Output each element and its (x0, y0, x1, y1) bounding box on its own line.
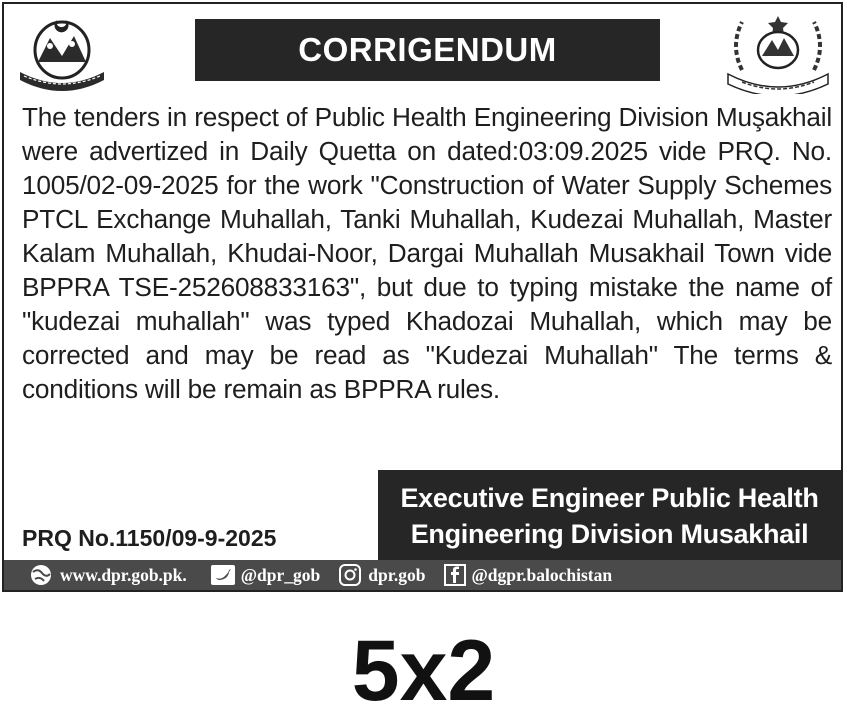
signature-line-1: Executive Engineer Public Health (400, 483, 819, 513)
corrigendum-text: The tenders in respect of Public Health Engineering Division Muşakhail were advertized in Daily Quetta on dated:03:09.2025 vide PRQ. No. 1005/02-09-2025 for the work "Construction of Water Supply Schemes PTCL Exchange Muhallah, Tanki Muhallah, Kudezai Muhallah, Master Kalam Muhallah, Khudai-Noor, Dargai Muhallah Musakhail Town vide BPPRA TSE-252608833163", but due to typing mistake the name of "kudezai muhallah" was typed Khadozai Muhallah, which may be corrected and may be read as "Kudezai Muhallah" The terms & conditions will be remain as BPPRA rules. (22, 102, 832, 404)
dgpr-emblem-icon (720, 10, 836, 94)
footer-twitter[interactable] (211, 565, 321, 586)
page-title: CORRIGENDUM (298, 31, 557, 68)
balochistan-emblem-icon (14, 10, 110, 94)
signature-box (378, 470, 841, 562)
twitter-icon (211, 565, 235, 585)
signature-line-2: Engineering Division Musakhail (410, 519, 809, 549)
ad-size-label: 5x2 (351, 623, 496, 719)
instagram-handle: dpr.gob (368, 564, 426, 585)
globe-icon (28, 564, 54, 586)
title-bar (195, 19, 660, 81)
footer-facebook[interactable] (444, 564, 613, 586)
footer-website[interactable] (28, 564, 187, 586)
advertisement-frame (2, 2, 843, 592)
prq-number: PRQ No.1150/09-9-2025 (22, 525, 277, 551)
twitter-handle: @dpr_gob (240, 564, 321, 585)
footer-instagram[interactable] (338, 564, 425, 586)
website-text: www.dpr.gob.pk. (60, 564, 187, 585)
facebook-icon (444, 564, 466, 586)
facebook-handle: @dgpr.balochistan (471, 564, 613, 585)
footer-bar (4, 560, 841, 590)
instagram-icon (338, 564, 362, 586)
